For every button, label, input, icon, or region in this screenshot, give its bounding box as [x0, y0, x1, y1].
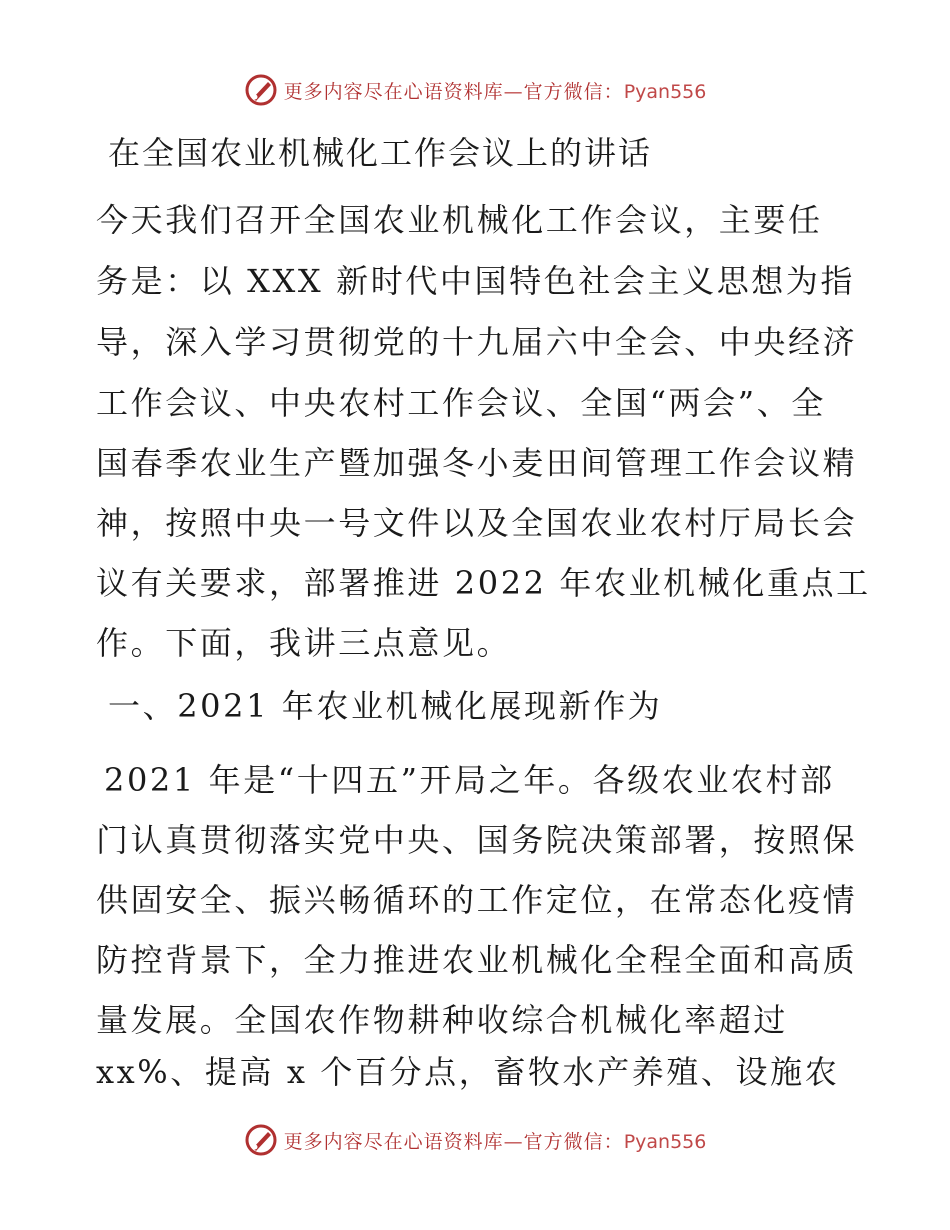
pen-circle-logo-icon [244, 1123, 278, 1157]
paragraph-line: 今天我们召开全国农业机械化工作会议，主要任 [96, 201, 823, 239]
document-title: 在全国农业机械化工作会议上的讲话 [108, 134, 653, 172]
watermark-text: 更多内容尽在心语资料库—官方微信：Pyan556 [283, 1130, 707, 1153]
section-heading: 一、2021 年农业机械化展现新作为 [108, 687, 663, 725]
paragraph-line: 国春季农业生产暨加强冬小麦田间管理工作会议精 [96, 444, 858, 482]
paragraph-line: 导，深入学习贯彻党的十九届六中全会、中央经济 [96, 323, 858, 361]
paragraph-line: 工作会议、中央农村工作会议、全国“两会”、全 [96, 384, 826, 422]
paragraph-line: 量发展。全国农作物耕种收综合机械化率超过 [96, 1001, 789, 1039]
paragraph-line: xx%、提高 x 个百分点，畜牧水产养殖、设施农 [96, 1053, 840, 1091]
paragraph-line: 议有关要求，部署推进 2022 年农业机械化重点工 [96, 564, 871, 602]
footer-watermark-banner [0, 1120, 950, 1160]
paragraph-line: 供固安全、振兴畅循环的工作定位，在常态化疫情 [96, 881, 858, 919]
footer-watermark [244, 1123, 707, 1157]
pen-circle-logo-icon [244, 73, 278, 107]
paragraph-line: 作。下面，我讲三点意见。 [96, 624, 512, 662]
header-watermark [244, 73, 707, 107]
header-watermark-banner [0, 70, 950, 110]
paragraph-line: 门认真贯彻落实党中央、国务院决策部署，按照保 [96, 821, 858, 859]
paragraph-line: 务是：以 XXX 新时代中国特色社会主义思想为指 [96, 262, 856, 300]
paragraph-line: 防控背景下，全力推进农业机械化全程全面和高质 [96, 941, 858, 979]
paragraph-line: 神，按照中央一号文件以及全国农业农村厅局长会 [96, 504, 858, 542]
paragraph-line: 2021 年是“十四五”开局之年。各级农业农村部 [104, 761, 835, 799]
watermark-text: 更多内容尽在心语资料库—官方微信：Pyan556 [283, 80, 707, 103]
